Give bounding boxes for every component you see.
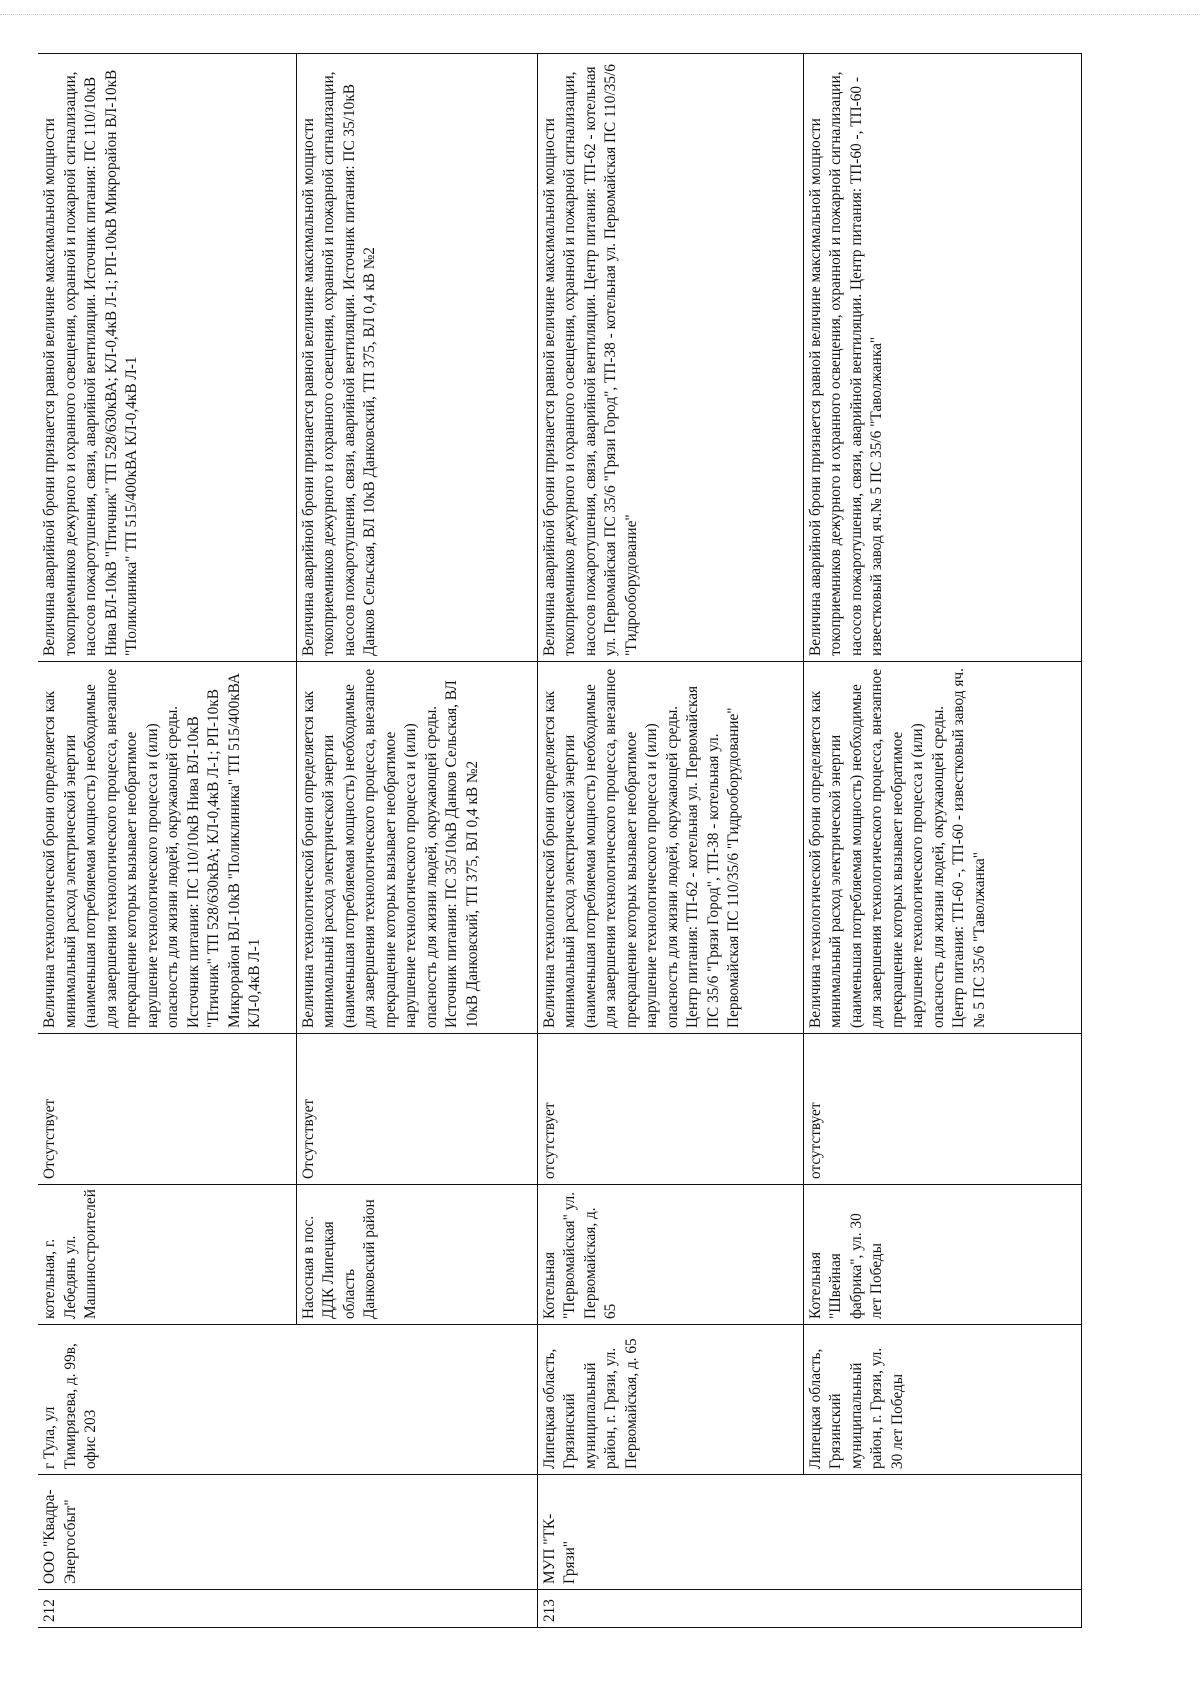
technological-reserve-text: Величина технологической брони определяется как минимальный расход электрической энергии (наименьшая потребляемая мощность) необходимые для завершения технологического процесса, внезапное прекращение которых вызывает необратимое нарушение технологического процесса и (или) опасность для жизни людей, окружающей среды. Центр питания: ТП-60 -, ТП-60 - известковый завод яч.№ 5 ПС 35/6 "Таволжанка" — [803, 662, 1081, 1034]
rotated-table-page — [38, 54, 1134, 1628]
emergency-reserve-text: Величина аварийной брони признается равной величине максимальной мощности токоприемников дежурного и охранного освещения, охранной и пожарной сигнализации, насосов пожаротушения, связи, аварийной вентиляции. Источник питания: ПС 110/10кВ Нива ВЛ-10кВ "Птичник" ТП 528/630кВА; КЛ-0,4кВ Л-1; РП-10кВ Микрорайон ВЛ-10кВ "Поликлиника" ТП 515/400кВА КЛ-0,4кВ Л-1 — [38, 54, 296, 662]
table-row — [296, 54, 537, 1628]
facility-location: Насосная в пос. ДДК Липецкая область Данковский район — [296, 1185, 537, 1325]
organization-address: Липецкая область, Грязинский муниципальный район, г. Грязи, ул. 30 лет Победы — [803, 1325, 1081, 1475]
table-row — [537, 54, 803, 1628]
technological-reserve-text: Величина технологической брони определяется как минимальный расход электрической энергии (наименьшая потребляемая мощность) необходимые для завершения технологического процесса, внезапное прекращение которых вызывает необратимое нарушение технологического процесса и (или) опасность для жизни людей, окружающей среды. Источник питания: ПС 35/10кВ Данков Сельская, ВЛ 10кВ Данковский, ТП 375, ВЛ 0,4 кВ №2 — [296, 662, 537, 1034]
row-number — [296, 1590, 537, 1628]
reservation-status: отсутствует — [537, 1034, 803, 1185]
table-row — [803, 54, 1081, 1628]
organization-address — [296, 1325, 537, 1475]
table-row — [38, 54, 296, 1628]
technological-reserve-text: Величина технологической брони определяется как минимальный расход электрической энергии (наименьшая потребляемая мощность) необходимые для завершения технологического процесса, внезапное прекращение которых вызывает необратимое нарушение технологического процесса и (или) опасность для жизни людей, окружающей среды. Центр питания: ТП-62 - котельная ул. Первомайская ПС 35/6 "Грязи Город", ТП-38 - котельная ул. Первомайская ПС 110/35/6 "Гидрооборудование" — [537, 662, 803, 1034]
row-number: 213 — [537, 1590, 803, 1628]
organization-name: ООО "Квадра-Энергосбыт" — [38, 1475, 296, 1590]
emergency-reserve-text: Величина аварийной брони признается равной величине максимальной мощности токоприемников дежурного и охранного освещения, охранной и пожарной сигнализации, насосов пожаротушения, связи, аварийной вентиляции. Центр питания: ТП-60 -, ТП-60 - известковый завод яч.№ 5 ПС 35/6 "Таволжанка" — [803, 54, 1081, 662]
row-number: 212 — [38, 1590, 296, 1628]
organization-name — [296, 1475, 537, 1590]
emergency-reserve-text: Величина аварийной брони признается равной величине максимальной мощности токоприемников дежурного и охранного освещения, охранной и пожарной сигнализации, насосов пожаротушения, связи, аварийной вентиляции. Источник питания: ПС 35/10кВ Данков Сельская, ВЛ 10кВ Данковский, ТП 375, ВЛ 0,4 кВ №2 — [296, 54, 537, 662]
organization-name — [803, 1475, 1081, 1590]
facility-location: Котельная "Швейная фабрика", ул. 30 лет Победы — [803, 1185, 1081, 1325]
row-number — [803, 1590, 1081, 1628]
organization-address: Липецкая область, Грязинский муниципальный район, г. Грязи, ул. Первомайская, д. 65 — [537, 1325, 803, 1475]
reservation-status: отсутствует — [803, 1034, 1081, 1185]
organization-address: г Тула, ул Тимирязева, д. 99в, офис 203 — [38, 1325, 296, 1475]
reservation-table — [38, 53, 1082, 1628]
organization-name: МУП "ТК-Грязи" — [537, 1475, 803, 1590]
reservation-status: Отсутствует — [38, 1034, 296, 1185]
scan-edge-line — [0, 14, 1200, 15]
emergency-reserve-text: Величина аварийной брони признается равной величине максимальной мощности токоприемников дежурного и охранного освещения, охранной и пожарной сигнализации, насосов пожаротушения, связи, аварийной вентиляции. Центр питания: ТП-62 - котельная ул. Первомайская ПС 35/6 "Грязи Город", ТП-38 - котельная ул. Первомайская ПС 110/35/6 "Гидрооборудование" — [537, 54, 803, 662]
technological-reserve-text: Величина технологической брони определяется как минимальный расход электрической энергии (наименьшая потребляемая мощность) необходимые для завершения технологического процесса, внезапное прекращение которых вызывает необратимое нарушение технологического процесса и (или) опасность для жизни людей, окружающей среды. Источник питания: ПС 110/10кВ Нива ВЛ-10кВ "Птичник" ТП 528/630кВА; КЛ-0,4кВ Л-1; РП-10кВ Микрорайон ВЛ-10кВ "Поликлиника" ТП 515/400кВА КЛ-0,4кВ Л-1 — [38, 662, 296, 1034]
reservation-status: Отсутствует — [296, 1034, 537, 1185]
facility-location: котельная, г. Лебедянь ул. Машиностроителей — [38, 1185, 296, 1325]
facility-location: Котельная "Первомайская" ул. Первомайская, д. 65 — [537, 1185, 803, 1325]
